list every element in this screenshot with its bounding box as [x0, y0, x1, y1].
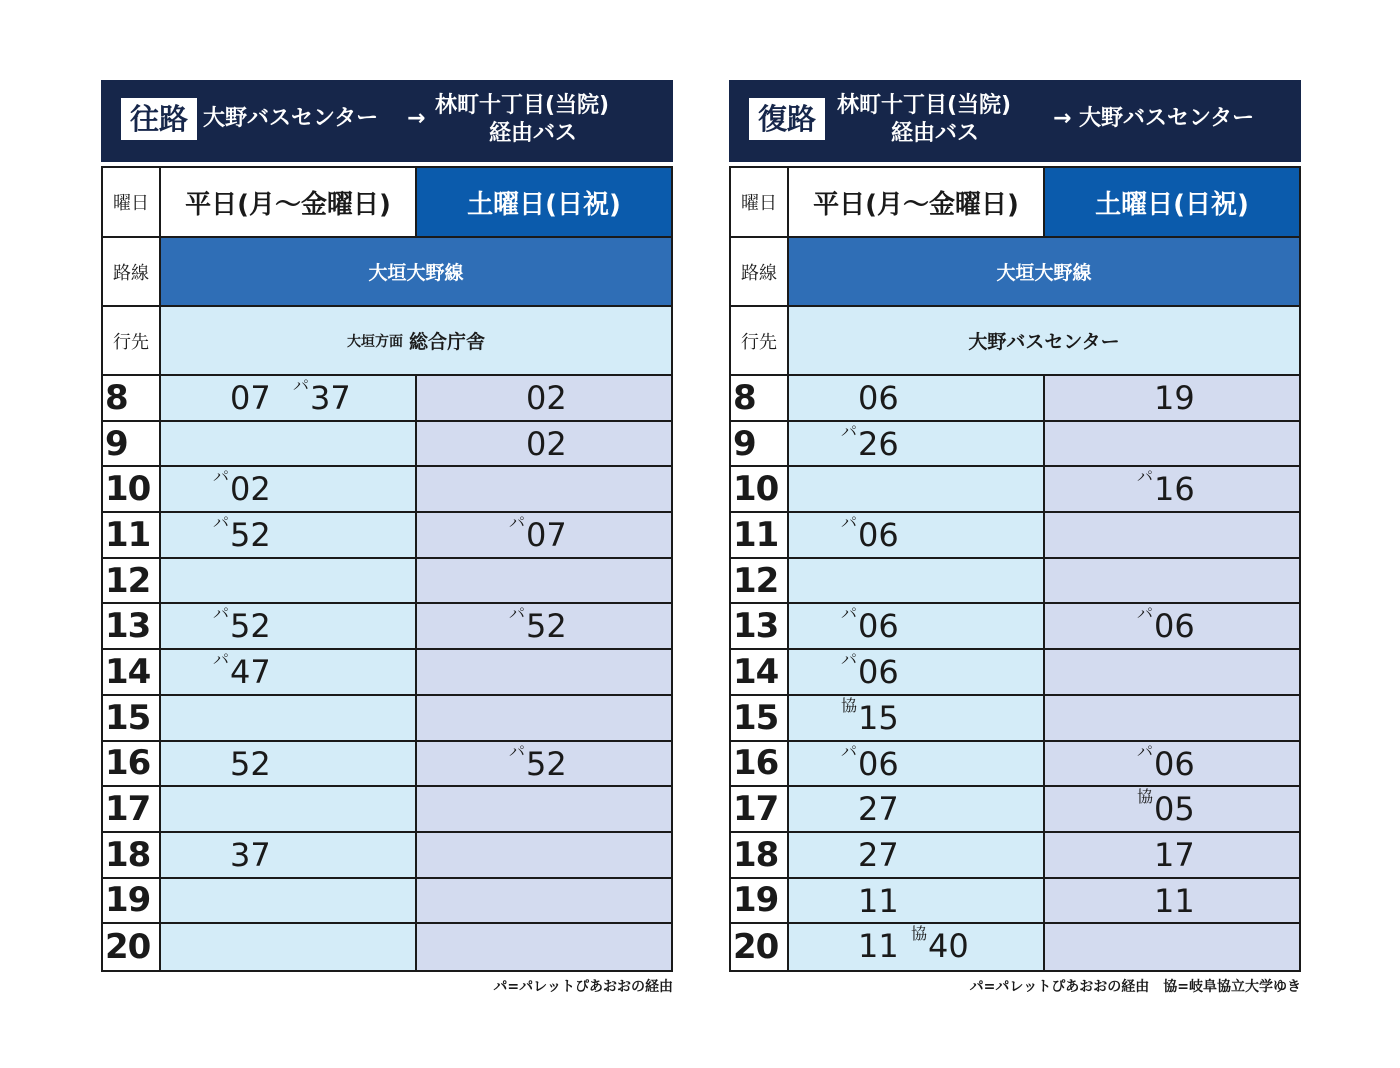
weekend-header: 土曜日(日祝) [1045, 168, 1299, 236]
hour-row [731, 787, 1299, 833]
weekday-cell [789, 467, 1045, 511]
route-mark: パ [841, 513, 858, 533]
hour-label: 19 [103, 879, 161, 923]
departure-time [841, 650, 899, 692]
weekday-cell [789, 559, 1045, 603]
weekend-header: 土曜日(日祝) [417, 168, 671, 236]
weekend-cell [1045, 833, 1299, 877]
departure-time [841, 695, 899, 737]
departure-minute: 07 [526, 516, 567, 555]
departure-time [213, 650, 271, 692]
weekday-cell [161, 924, 417, 970]
departure-time [841, 379, 899, 417]
destination-row [103, 307, 671, 376]
hour-row [103, 604, 671, 650]
outbound-to-line2: 経由バス [489, 121, 578, 146]
hour-row [731, 604, 1299, 650]
route-mark: パ [1137, 741, 1154, 761]
weekend-cell [1045, 879, 1299, 923]
weekend-cell [1045, 742, 1299, 786]
weekend-cell [417, 422, 671, 466]
weekday-cell [161, 559, 417, 603]
hour-label: 18 [103, 833, 161, 877]
route-mark: パ [213, 513, 230, 533]
departure-time [841, 741, 899, 783]
weekend-cell [1045, 513, 1299, 557]
route-mark: パ [213, 467, 230, 487]
weekend-cell [1045, 650, 1299, 694]
hour-label: 20 [731, 924, 789, 970]
hour-row [731, 924, 1299, 970]
route-mark: パ [509, 741, 526, 761]
hour-label: 8 [731, 376, 789, 420]
outbound-badge: 往路 [121, 98, 197, 140]
hour-label: 9 [103, 422, 161, 466]
route-mark: 協 [1137, 787, 1154, 807]
weekend-cell [1045, 696, 1299, 740]
route-mark: パ [1137, 604, 1154, 624]
hour-row [731, 376, 1299, 422]
inbound-banner [729, 80, 1301, 162]
departure-minute: 06 [858, 516, 899, 555]
route-mark: パ [213, 604, 230, 624]
departure-time [213, 745, 271, 783]
destination-row [731, 307, 1299, 376]
weekend-cell [1045, 467, 1299, 511]
outbound-grid [101, 166, 673, 972]
departure-time [1137, 787, 1195, 829]
departure-time [213, 513, 271, 555]
weekday-cell [161, 833, 417, 877]
weekend-cell [1045, 924, 1299, 970]
hour-row [731, 879, 1299, 925]
departure-minute: 16 [1154, 470, 1195, 509]
hour-row [731, 742, 1299, 788]
departure-minute: 06 [1154, 744, 1195, 783]
departure-minute: 05 [1154, 790, 1195, 829]
hour-row [731, 422, 1299, 468]
departure-minute: 02 [230, 470, 271, 509]
departure-time [841, 604, 899, 646]
weekend-cell [417, 924, 671, 970]
weekday-header: 平日(月〜金曜日) [161, 168, 417, 236]
route-row [731, 238, 1299, 307]
hour-label: 8 [103, 376, 161, 420]
hour-label: 9 [731, 422, 789, 466]
hour-row [103, 742, 671, 788]
weekend-cell [1045, 422, 1299, 466]
hour-label: 13 [103, 604, 161, 648]
hour-label: 17 [731, 787, 789, 831]
weekend-cell [417, 787, 671, 831]
departure-minute: 11 [1154, 881, 1195, 920]
departure-minute: 06 [858, 607, 899, 646]
departure-minute: 06 [858, 653, 899, 692]
inbound-from-line1: 林町十丁目(当院) [837, 93, 1012, 118]
weekend-cell [1045, 604, 1299, 648]
departure-time [841, 421, 899, 463]
route-mark: パ [509, 604, 526, 624]
departure-time [841, 927, 899, 965]
header-row [103, 168, 671, 238]
departure-time [841, 790, 899, 828]
departure-time [509, 604, 567, 646]
departure-time [509, 513, 567, 555]
departure-time [213, 836, 271, 874]
outbound-timetable [101, 80, 673, 995]
hour-label: 19 [731, 879, 789, 923]
departure-time [1137, 379, 1195, 417]
route-mark: パ [1137, 467, 1154, 487]
weekend-cell [417, 513, 671, 557]
hour-label: 13 [731, 604, 789, 648]
departure-time [911, 924, 969, 966]
hour-row [103, 879, 671, 925]
hour-label: 14 [103, 650, 161, 694]
weekday-header: 平日(月〜金曜日) [789, 168, 1045, 236]
outbound-banner [101, 80, 673, 162]
weekend-cell [417, 650, 671, 694]
weekday-cell [789, 422, 1045, 466]
departure-time [841, 882, 899, 920]
route-mark: パ [841, 741, 858, 761]
departure-minute: 06 [1154, 607, 1195, 646]
departure-time [841, 513, 899, 555]
outbound-to-line1: 林町十丁目(当院) [435, 93, 610, 118]
departure-time [509, 379, 567, 417]
departure-time [1137, 741, 1195, 783]
route-row [103, 238, 671, 307]
hour-label: 12 [103, 559, 161, 603]
departure-minute: 52 [230, 744, 271, 783]
weekend-cell [417, 879, 671, 923]
departure-minute: 52 [230, 516, 271, 555]
weekend-cell [417, 833, 671, 877]
weekend-cell [1045, 376, 1299, 420]
weekday-cell [161, 787, 417, 831]
hour-row [103, 422, 671, 468]
departure-minute: 02 [526, 379, 567, 417]
route-mark: パ [841, 421, 858, 441]
hour-row [731, 513, 1299, 559]
departure-minute: 52 [526, 607, 567, 646]
weekday-cell [161, 604, 417, 648]
weekday-cell [789, 879, 1045, 923]
departure-time [293, 376, 351, 417]
outbound-arrow: → [407, 106, 426, 131]
weekend-cell [417, 376, 671, 420]
hour-row [103, 467, 671, 513]
weekday-cell [789, 650, 1045, 694]
hour-label: 14 [731, 650, 789, 694]
weekend-cell [417, 742, 671, 786]
hour-label: 10 [731, 467, 789, 511]
departure-time [509, 741, 567, 783]
departure-minute: 06 [858, 744, 899, 783]
departure-minute: 02 [526, 424, 567, 463]
hour-label: 17 [103, 787, 161, 831]
hour-row [103, 696, 671, 742]
weekend-cell [417, 604, 671, 648]
weekday-cell [789, 696, 1045, 740]
hour-row [731, 559, 1299, 605]
hour-row [103, 559, 671, 605]
hour-label: 16 [103, 742, 161, 786]
hour-row [731, 696, 1299, 742]
weekday-cell [161, 696, 417, 740]
route-mark: 協 [911, 924, 928, 944]
hour-label: 15 [731, 696, 789, 740]
route-mark: パ [841, 604, 858, 624]
hour-label: 20 [103, 924, 161, 970]
weekday-cell [161, 650, 417, 694]
hour-row [103, 513, 671, 559]
inbound-grid [729, 166, 1301, 972]
destination-label: 行先 [731, 307, 789, 374]
departure-minute: 40 [928, 927, 969, 966]
route-mark: パ [293, 376, 310, 395]
weekend-cell [1045, 559, 1299, 603]
route-mark: パ [213, 650, 230, 670]
departure-minute: 11 [858, 927, 899, 966]
departure-minute: 27 [858, 835, 899, 874]
weekday-cell [161, 742, 417, 786]
weekend-cell [417, 467, 671, 511]
route-mark: パ [841, 650, 858, 670]
hour-label: 11 [103, 513, 161, 557]
departure-time [1137, 882, 1195, 920]
hour-row [731, 650, 1299, 696]
inbound-badge: 復路 [749, 98, 825, 140]
day-label: 曜日 [731, 168, 789, 236]
weekday-cell [789, 376, 1045, 420]
header-row [731, 168, 1299, 238]
hour-row [103, 924, 671, 970]
outbound-footnote: パ=パレットぴあおおの経由 [493, 979, 673, 995]
departure-minute: 52 [526, 744, 567, 783]
inbound-timetable [729, 80, 1301, 995]
departure-minute: 37 [230, 835, 271, 874]
hour-row [103, 376, 671, 422]
departure-minute: 19 [1154, 379, 1195, 417]
day-label: 曜日 [103, 168, 161, 236]
hour-row [103, 787, 671, 833]
weekday-cell [789, 742, 1045, 786]
weekday-cell [789, 924, 1045, 970]
hour-row [731, 833, 1299, 879]
weekday-cell [161, 513, 417, 557]
weekend-cell [417, 696, 671, 740]
departure-time [509, 425, 567, 463]
departure-minute: 06 [858, 379, 899, 417]
hour-row [103, 650, 671, 696]
weekend-cell [1045, 787, 1299, 831]
departure-time [1137, 604, 1195, 646]
weekday-cell [789, 513, 1045, 557]
weekday-cell [789, 604, 1045, 648]
route-mark: パ [509, 513, 526, 533]
departure-minute: 47 [230, 653, 271, 692]
route-label: 路線 [731, 238, 789, 305]
inbound-from-line2: 経由バス [891, 121, 980, 146]
outbound-from: 大野バスセンター [203, 106, 379, 131]
weekday-cell [161, 879, 417, 923]
hour-row [103, 833, 671, 879]
route-name: 大垣大野線 [789, 238, 1299, 305]
inbound-to: 大野バスセンター [1079, 106, 1255, 131]
departure-time [1137, 836, 1195, 874]
departure-minute: 17 [1154, 835, 1195, 874]
route-mark: 協 [841, 695, 858, 715]
departure-minute: 52 [230, 607, 271, 646]
weekday-cell [789, 833, 1045, 877]
hour-label: 11 [731, 513, 789, 557]
destination-label: 行先 [103, 307, 161, 374]
weekday-cell [789, 787, 1045, 831]
hour-row [731, 467, 1299, 513]
hour-label: 10 [103, 467, 161, 511]
departure-minute: 15 [858, 698, 899, 737]
hour-label: 18 [731, 833, 789, 877]
departure-minute: 26 [858, 424, 899, 463]
inbound-footnote: パ=パレットぴあおおの経由 協=岐阜協立大学ゆき [969, 979, 1301, 995]
destination-name: 大野バスセンター [789, 307, 1299, 374]
departure-time [841, 836, 899, 874]
hour-label: 12 [731, 559, 789, 603]
weekday-cell [161, 422, 417, 466]
inbound-arrow: → [1053, 106, 1072, 131]
departure-minute: 37 [310, 379, 351, 417]
destination [161, 307, 671, 374]
destination-prefix: 大垣方面 [346, 333, 403, 350]
weekday-cell [161, 467, 417, 511]
departure-time [1137, 467, 1195, 509]
route-name: 大垣大野線 [161, 238, 671, 305]
hour-label: 15 [103, 696, 161, 740]
departure-minute: 07 [230, 379, 271, 417]
destination-name: 総合庁舎 [408, 331, 485, 353]
departure-time [213, 379, 271, 417]
departure-minute: 27 [858, 790, 899, 829]
departure-time [213, 467, 271, 509]
hour-label: 16 [731, 742, 789, 786]
weekday-cell [161, 376, 417, 420]
departure-minute: 11 [858, 881, 899, 920]
route-label: 路線 [103, 238, 161, 305]
departure-time [213, 604, 271, 646]
weekend-cell [417, 559, 671, 603]
